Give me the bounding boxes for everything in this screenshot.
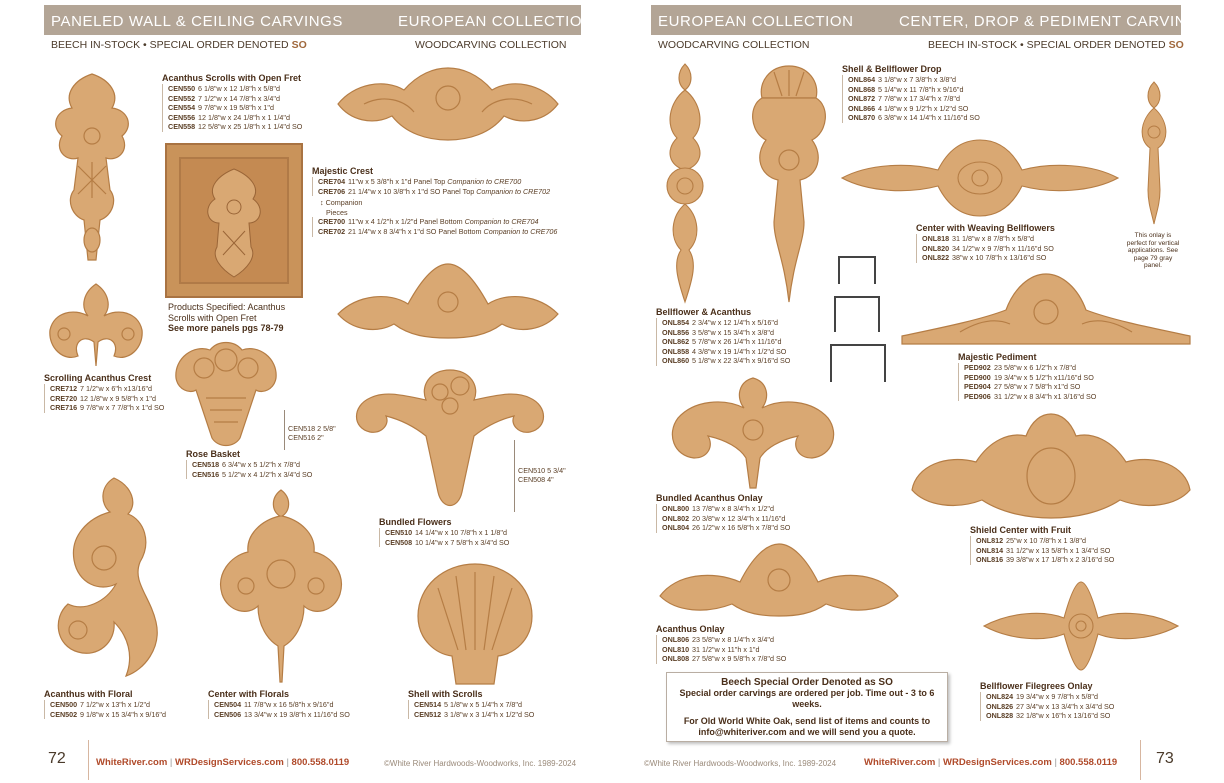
left-page-number: 72	[48, 750, 66, 767]
right-collection-title: EUROPEAN COLLECTION	[658, 13, 854, 30]
shell-bellflower-carving	[744, 62, 834, 306]
bundled-flowers-carving	[346, 362, 554, 514]
left-footer-links: WhiteRiver.com | WRDesignServices.com | 800.558.0119	[96, 757, 350, 768]
left-woodcarving-label: WOODCARVING COLLECTION	[415, 39, 567, 51]
bellflower-acanthus-carving	[655, 62, 715, 306]
center-weaving-block: Center with Weaving Bellflowers ONL818 31 1/8"w x 8 7/8"h x 5/8"d ONL820 34 1/2"w x 9 7/8"h x 11/16"d SO ONL822 38"w x 10 7/8"h x 13/16"d SO	[916, 223, 1055, 263]
frame-icon-2	[834, 296, 880, 332]
majestic-pediment-block: Majestic Pediment PED902 23 5/8"w x 6 1/2"h x 7/8"d PED900 19 3/4"w x 5 1/2"h x11/16"d SO PED904 27 5/8"w x 7 5/8"h x1"d SO PED906 31 1/2"w x 8 3/4"h x1 3/16"d SO	[958, 352, 1097, 401]
bellflower-filegrees-carving	[980, 576, 1182, 676]
bundled-flowers-dims: CEN510 5 3/4" CEN508 4"	[518, 466, 566, 484]
left-collection-title: EUROPEAN COLLECTION	[398, 13, 594, 30]
bellflower-acanthus-block: Bellflower & Acanthus ONL854 2 3/4"w x 12 1/4"h x 5/16"d ONL856 3 5/8"w x 15 3/4"h x 3/8"d ONL862 5 7/8"w x 26 1/4"h x 11/16"d ONL858 4 3/8"w x 19 1/4"h x 1/2"d SO ONL860 5 1/8"w x 22 3/4"h x 9/16"d SO	[656, 307, 791, 366]
majestic-crest-block: Majestic Crest CRE704 11"w x 5 3/8"h x 1"d Panel Top Companion to CRE700 CRE706 21 1/4"w x 10 3/8"h x 1"d SO Panel Top Companion to CRE702 ↕ Companion Pieces CRE700 11"w x 4 1/2"h x 1/2"d Panel Bottom Companion to CRE704 CRE702 21 1/4"w x 8 3/4"h x 1"d SO Panel Bottom Companion to CRE706	[312, 166, 558, 236]
center-florals-carving	[206, 486, 356, 686]
left-copyright: ©White River Hardwoods-Woodworks, Inc. 1989-2024	[384, 759, 577, 768]
shell-scrolls-block: Shell with Scrolls CEN514 5 1/8"w x 5 1/4"h x 7/8"d CEN512 3 1/8"w x 3 1/4"h x 1/2"d SO	[408, 689, 535, 719]
bundled-flowers-height-line	[514, 440, 515, 512]
left-page-title: PANELED WALL & CEILING CARVINGS	[51, 13, 344, 30]
rose-basket-carving	[170, 338, 282, 450]
right-page-title: CENTER, DROP & PEDIMENT CARVINGS	[899, 13, 1210, 30]
whiteriver-link-left[interactable]: WhiteRiver.com	[96, 757, 168, 768]
bundled-acanthus-carving	[664, 374, 842, 492]
whiteriver-link-right[interactable]: WhiteRiver.com	[864, 757, 936, 768]
majestic-pediment-carving	[900, 270, 1192, 352]
shell-scrolls-carving	[412, 560, 538, 688]
left-subheading: BEECH IN-STOCK • SPECIAL ORDER DENOTED SO	[51, 39, 307, 51]
phone-right: 800.558.0119	[1059, 757, 1118, 768]
wrdesign-link-left[interactable]: WRDesignServices.com	[175, 757, 284, 768]
shell-bellflower-block: Shell & Bellflower Drop ONL864 3 1/8"w x 7 3/8"h x 3/8"d ONL868 5 1/4"w x 11 7/8"h x 9/16"d ONL872 7 7/8"w x 17 3/4"h x 7/8"d ONL866 4 1/8"w x 9 1/2"h x 1/2"d SO ONL870 6 3/8"w x 14 1/4"h x 11/16"d SO	[842, 64, 980, 123]
left-footer-divider	[88, 740, 89, 780]
scrolling-acanthus-carving	[44, 278, 148, 370]
panel-crest-carving	[197, 167, 271, 279]
vertical-application-note: This onlay is perfect for vertical applications. See page 79 gray panel.	[1126, 232, 1180, 270]
bundled-flowers-block: Bundled Flowers CEN510 14 1/4"w x 10 7/8"h x 1 1/8"d CEN508 10 1/4"w x 7 5/8"h x 3/4"d SO	[379, 517, 510, 547]
shield-center-block: Shield Center with Fruit ONL812 25"w x 10 7/8"h x 1 3/8"d ONL814 31 1/2"w x 13 5/8"h x 1 3/4"d SO ONL816 39 3/8"w x 17 1/8"h x 2 3/16"d SO	[970, 525, 1115, 565]
acanthus-floral-block: Acanthus with Floral CEN500 7 1/2"w x 13"h x 1/2"d CEN502 9 1/8"w x 15 3/4"h x 9/16"d	[44, 689, 166, 719]
phone-left: 800.558.0119	[291, 757, 350, 768]
shield-center-carving	[906, 410, 1196, 522]
right-copyright: ©White River Hardwoods-Woodworks, Inc. 1989-2024	[644, 759, 837, 768]
bellflower-filegrees-block: Bellflower Filegrees Onlay ONL824 19 3/4"w x 9 7/8"h x 5/8"d ONL826 27 3/4"w x 13 3/4"h x 3/4"d SO ONL828 32 1/8"w x 16"h x 13/16"d SO	[980, 681, 1115, 721]
frame-icon-1	[838, 256, 876, 284]
wrdesign-link-right[interactable]: WRDesignServices.com	[943, 757, 1052, 768]
right-woodcarving-label: WOODCARVING COLLECTION	[658, 39, 810, 51]
center-weaving-carving	[838, 134, 1122, 220]
panel-note: Products Specified: Acanthus Scrolls with Open Fret See more panels pgs 78-79	[168, 302, 286, 333]
majestic-crest-top-carving	[334, 64, 562, 144]
rose-basket-dims: CEN518 2 5/8" CEN516 2"	[288, 424, 336, 442]
panel-door-image	[165, 143, 303, 298]
rose-basket-height-line	[284, 410, 285, 450]
scrolling-acanthus-block: Scrolling Acanthus Crest CRE712 7 1/2"w x 6"h x13/16"d CRE720 12 1/8"w x 9 5/8"h x 1"d CRE716 9 7/8"w x 7 7/8"h x 1"d SO	[44, 373, 165, 413]
acanthus-scrolls-block: Acanthus Scrolls with Open Fret CEN550 6 1/8"w x 12 1/8"h x 5/8"d CEN552 7 1/2"w x 14 7/8"h x 3/4"d CEN554 9 7/8"w x 19 5/8"h x 1"d CEN556 12 1/8"w x 24 1/8"h x 1 1/4"d CEN558 12 5/8"w x 25 1/8"h x 1 1/4"d SO	[162, 73, 303, 132]
right-page-number: 73	[1156, 750, 1174, 767]
acanthus-onlay-carving	[656, 534, 902, 620]
special-order-box: Beech Special Order Denoted as SO Special order carvings are ordered per job. Time out - 3 to 6 weeks. For Old World White Oak, send list of items and counts to info@whiteriver.com and we will send you a quote.	[666, 672, 948, 742]
right-subheading: BEECH IN-STOCK • SPECIAL ORDER DENOTED SO	[928, 39, 1184, 51]
acanthus-scrolls-carving	[44, 70, 140, 266]
majestic-crest-bottom-carving	[334, 258, 562, 342]
right-footer-divider	[1140, 740, 1141, 780]
right-footer-links: WhiteRiver.com | WRDesignServices.com | 800.558.0119	[864, 757, 1118, 768]
bundled-acanthus-block: Bundled Acanthus Onlay ONL800 13 7/8"w x 8 3/4"h x 1/2"d ONL802 20 3/8"w x 12 3/4"h x 11/16"d ONL804 26 1/2"w x 16 5/8"h x 7/8"d SO	[656, 493, 791, 533]
acanthus-floral-carving	[44, 472, 174, 686]
acanthus-onlay-block: Acanthus Onlay ONL806 23 5/8"w x 8 1/4"h x 3/4"d ONL810 31 1/2"w x 11"h x 1"d ONL808 27 5/8"w x 9 5/8"h x 7/8"d SO	[656, 624, 787, 664]
center-florals-block: Center with Florals CEN504 11 7/8"w x 16 5/8"h x 9/16"d CEN506 13 3/4"w x 19 3/8"h x 11/16"d SO	[208, 689, 350, 719]
vertical-onlay-carving	[1132, 80, 1176, 226]
rose-basket-block: Rose Basket CEN518 6 3/4"w x 5 1/2"h x 7/8"d CEN516 5 1/2"w x 4 1/2"h x 3/4"d SO	[186, 449, 313, 479]
